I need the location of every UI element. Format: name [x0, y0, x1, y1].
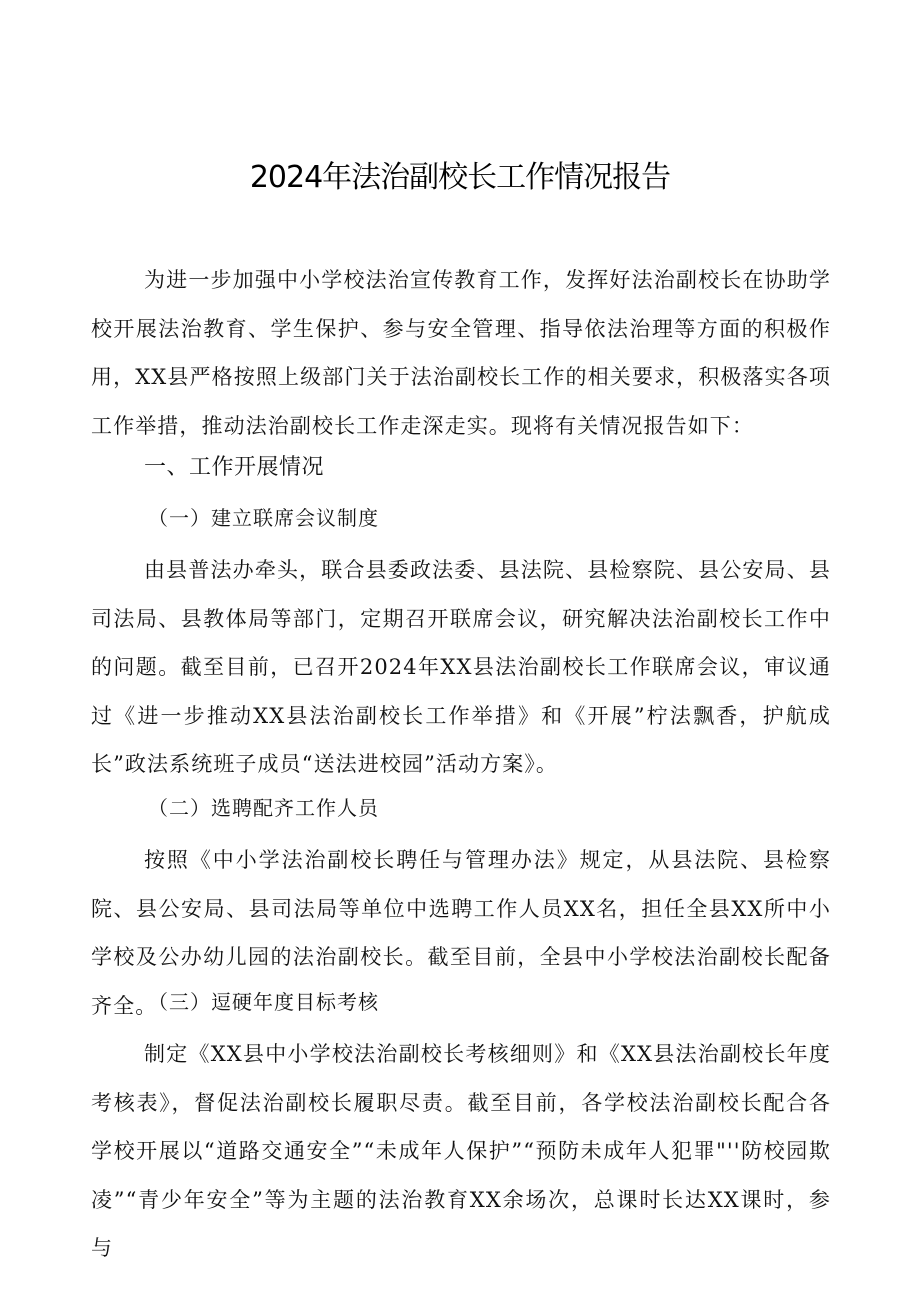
subsection-heading-annual-assessment: （三）逗硬年度目标考核 — [148, 990, 379, 1014]
joint-meeting-paragraph: 由县普法办牵头，联合县委政法委、县法院、县检察院、县公安局、县司法局、县教体局等部门，定期召开联席会议，研究解决法治副校长工作中的问题。截至目前，已召开2024年XX县法治副校长工作联席会议，审议通过《进一步推动XX县法治副校长工作举措》和《开展”柠法飘香，护航成长”政法系统班子成员“送法进校园”活动方案》。 — [91, 558, 831, 776]
staff-selection-paragraph: 按照《中小学法治副校长聘任与管理办法》规定，从县法院、县检察院、县公安局、县司法局等单位中选聘工作人员XX名，担任全县XX所中小学校及公办幼儿园的法治副校长。截至目前，全县中小学校法治副校长配备齐全。 — [91, 848, 831, 1018]
intro-paragraph: 为进一步加强中小学校法治宣传教育工作，发挥好法治副校长在协助学校开展法治教育、学生保护、参与安全管理、指导依法治理等方面的积极作用，XX县严格按照上级部门关于法治副校长工作的相关要求，积极落实各项工作举措，推动法治副校长工作走深走实。现将有关情况报告如下： — [91, 268, 831, 438]
subsection-heading-staff-selection: （二）选聘配齐工作人员 — [148, 796, 379, 820]
annual-assessment-paragraph: 制定《XX县中小学校法治副校长考核细则》和《XX县法治副校长年度考核表》，督促法治副校长履职尽责。截至目前，各学校法治副校长配合各学校开展以“道路交通安全”“未成年人保护”“预防未成年人犯罪"''防校园欺凌”“青少年安全”等为主题的法治教育XX余场次，总课时长达XX课时，参与 — [91, 1042, 831, 1260]
section-heading-work-progress: 一、工作开展情况 — [144, 455, 325, 480]
subsection-heading-joint-meeting: （一）建立联席会议制度 — [148, 506, 379, 530]
document-title: 2024年法治副校长工作情况报告 — [249, 160, 671, 195]
